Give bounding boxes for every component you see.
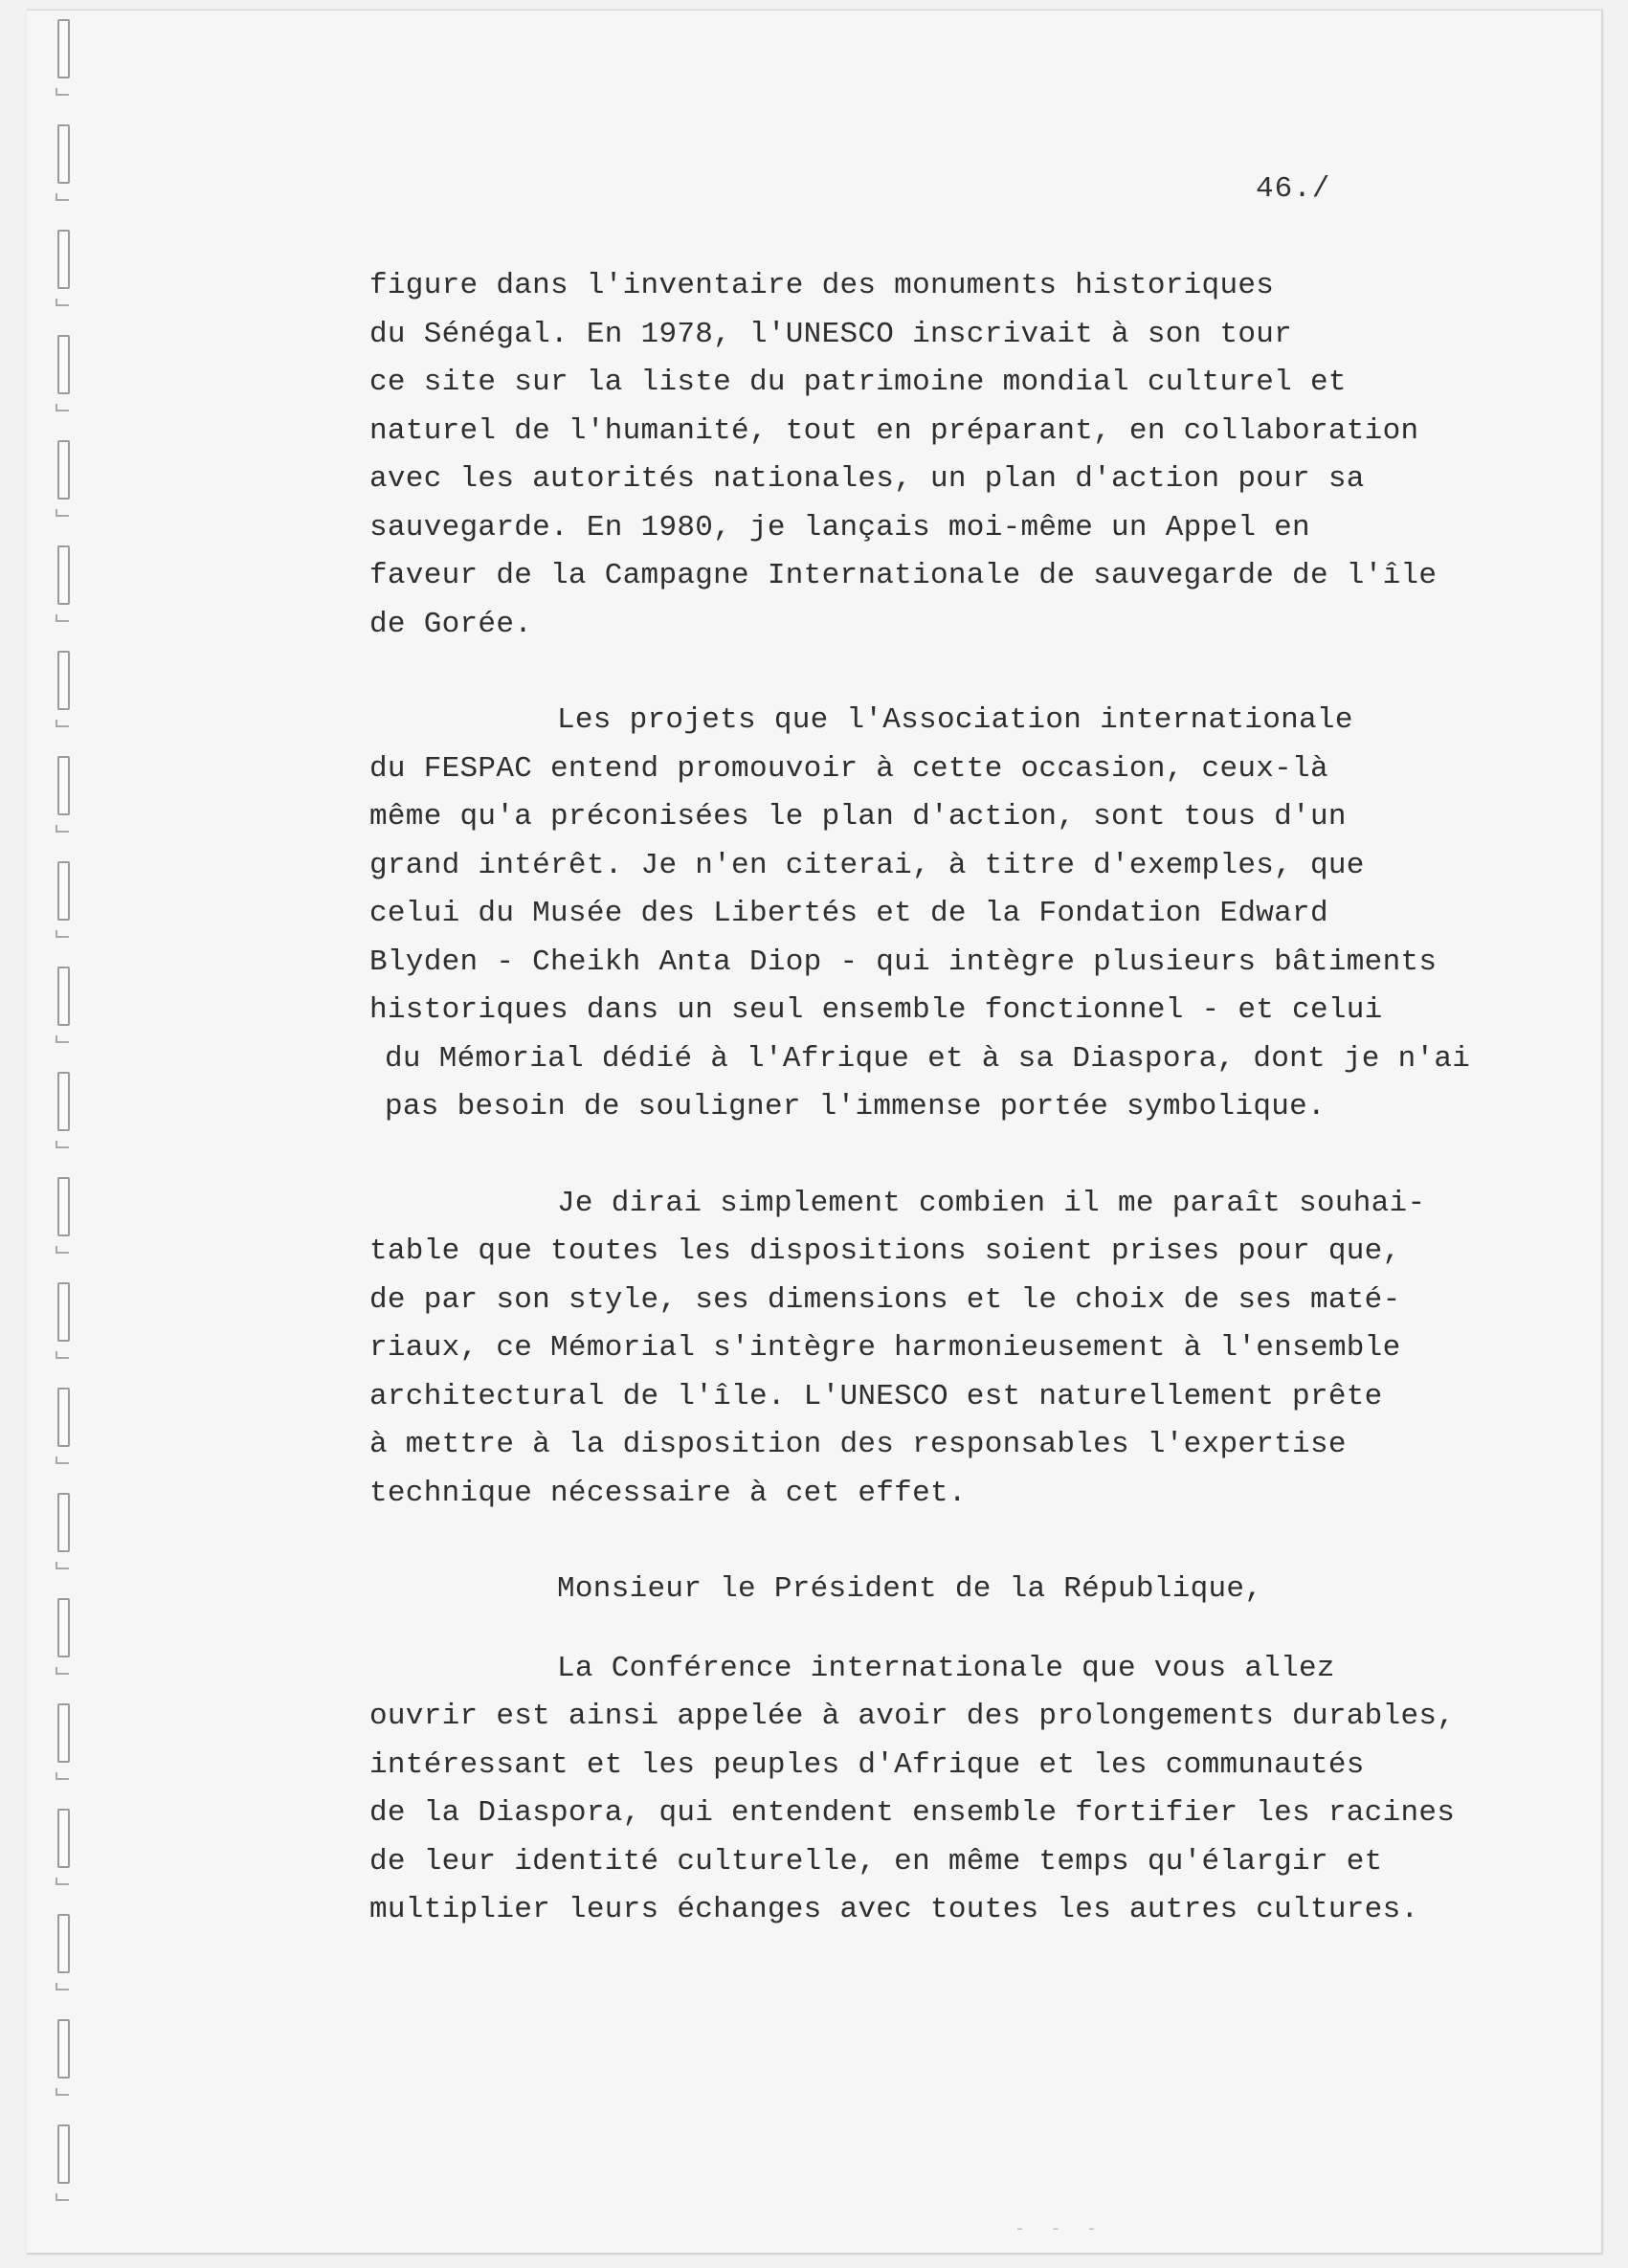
text-line: multiplier leurs échanges avec toutes les autres cultures. — [369, 1893, 1419, 1926]
binding-hole — [56, 1072, 69, 1148]
salutation — [369, 1566, 1566, 1614]
text-line: Les projets que l'Association internationale — [557, 703, 1353, 737]
binding-hole — [56, 19, 69, 96]
text-line: de la Diaspora, qui entendent ensemble fortifier les racines — [369, 1796, 1456, 1830]
binding-hole — [56, 1703, 69, 1780]
binding-hole — [56, 230, 69, 306]
text-line: du Mémorial dédié à l'Afrique et à sa Diaspora, dont je n'ai — [385, 1041, 1471, 1076]
binding-hole — [56, 1598, 69, 1675]
text-line: grand intérêt. Je n'en citerai, à titre d'exemples, que — [369, 848, 1365, 882]
document-body — [369, 262, 1566, 1983]
paragraph-2 — [369, 697, 1566, 1132]
binding-hole — [56, 651, 69, 727]
text-line: avec les autorités nationales, un plan d'action pour sa — [369, 462, 1365, 496]
text-line: du Sénégal. En 1978, l'UNESCO inscrivait à son tour — [369, 317, 1293, 351]
text-line: historiques dans un seul ensemble fonctionnel - et celui — [369, 993, 1383, 1027]
binding-hole — [56, 1177, 69, 1254]
text-line: du FESPAC entend promouvoir à cette occasion, ceux-là — [369, 751, 1328, 786]
binding-hole — [56, 1914, 69, 1990]
text-line: La Conférence internationale que vous allez — [557, 1651, 1335, 1685]
text-line: naturel de l'humanité, tout en préparant, en collaboration — [369, 413, 1419, 448]
binding-hole — [56, 1388, 69, 1464]
binding-hole — [56, 2019, 69, 2096]
text-line: de par son style, ses dimensions et le choix de ses maté- — [369, 1282, 1401, 1317]
text-line: table que toutes les dispositions soient prises pour que, — [369, 1234, 1401, 1268]
text-line: pas besoin de souligner l'immense portée symbolique. — [385, 1090, 1326, 1123]
text-line: riaux, ce Mémorial s'intègre harmonieusement à l'ensemble — [369, 1331, 1401, 1365]
text-line: Monsieur le Président de la République, — [557, 1572, 1263, 1606]
binding-hole — [56, 756, 69, 833]
text-line: intéressant et les peuples d'Afrique et les communautés — [369, 1747, 1365, 1782]
binding-hole — [56, 335, 69, 411]
binding-hole — [56, 861, 69, 938]
binding-hole — [56, 1282, 69, 1359]
page-number: 46./ — [1256, 172, 1331, 206]
text-line: technique nécessaire à cet effet. — [369, 1476, 967, 1510]
scan-artifact: - - - — [1015, 2220, 1105, 2239]
binding-hole — [56, 440, 69, 517]
text-line: sauvegarde. En 1980, je lançais moi-même un Appel en — [369, 510, 1310, 545]
paragraph-5 — [369, 1645, 1566, 1935]
binding-hole — [56, 124, 69, 201]
text-line: de leur identité culturelle, en même temps qu'élargir et — [369, 1844, 1383, 1879]
binding-holes — [0, 0, 115, 2268]
text-line: faveur de la Campagne Internationale de sauvegarde de l'île — [369, 559, 1438, 592]
binding-hole — [56, 2124, 69, 2201]
text-line: figure dans l'inventaire des monuments historiques — [369, 269, 1275, 302]
text-line: architectural de l'île. L'UNESCO est naturellement prête — [369, 1379, 1383, 1413]
text-line: de Gorée. — [369, 607, 533, 641]
text-line: ouvrir est ainsi appelée à avoir des prolongements durables, — [369, 1700, 1456, 1733]
paragraph-3 — [369, 1180, 1566, 1519]
binding-hole — [56, 545, 69, 622]
text-line: même qu'a préconisées le plan d'action, sont tous d'un — [369, 800, 1347, 834]
text-line: ce site sur la liste du patrimoine mondial culturel et — [369, 366, 1347, 399]
text-line: celui du Musée des Libertés et de la Fondation Edward — [369, 897, 1328, 930]
binding-hole — [56, 967, 69, 1043]
text-line: Je dirai simplement combien il me paraît souhai- — [557, 1186, 1426, 1220]
binding-hole — [56, 1809, 69, 1885]
paragraph-1 — [369, 262, 1566, 649]
binding-hole — [56, 1493, 69, 1569]
text-line: Blyden - Cheikh Anta Diop - qui intègre plusieurs bâtiments — [369, 945, 1438, 979]
text-line: à mettre à la disposition des responsables l'expertise — [369, 1428, 1347, 1461]
